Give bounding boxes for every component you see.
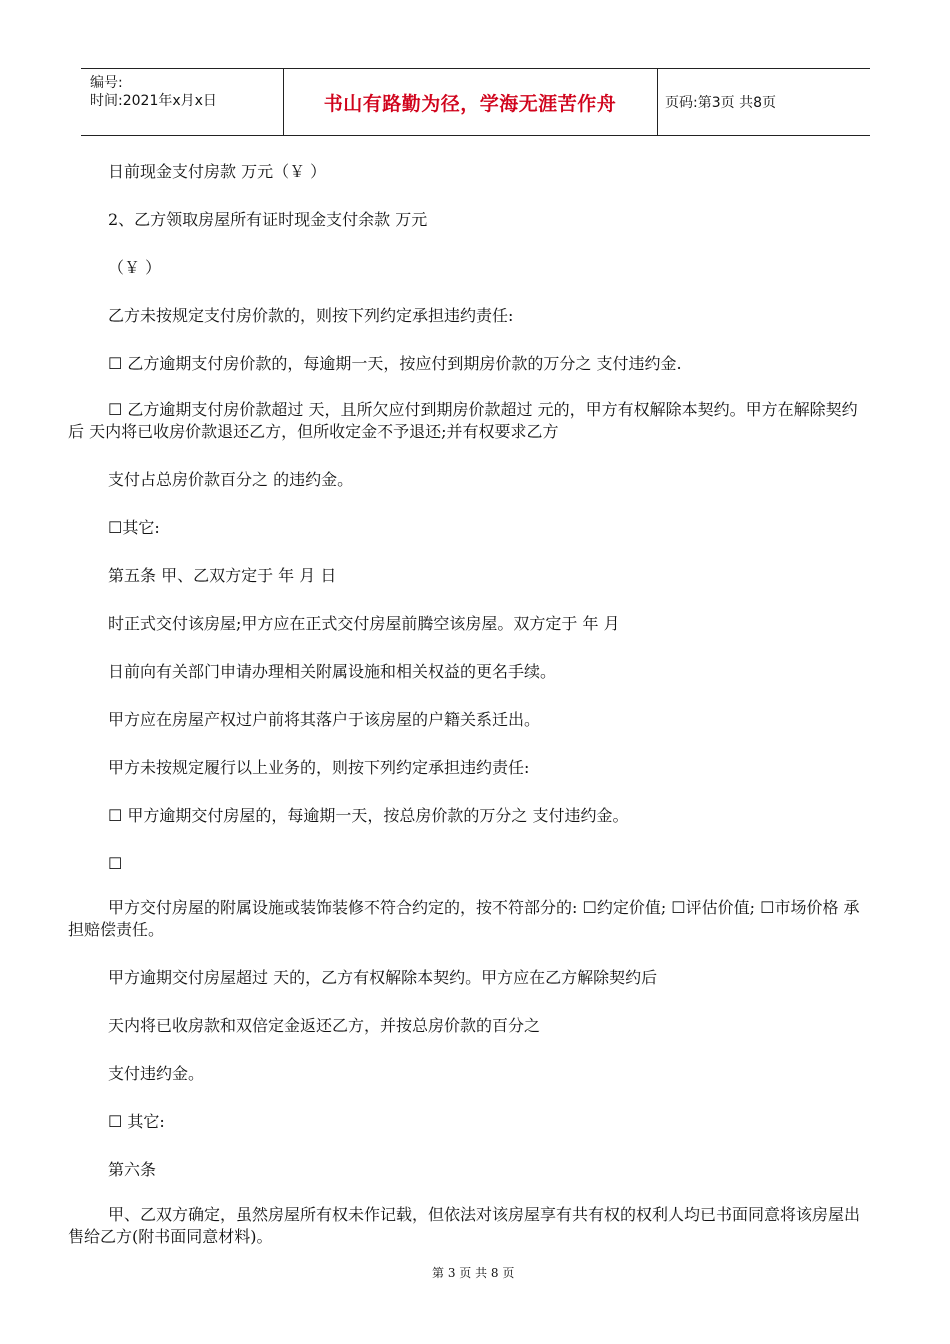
- document-date: 时间:2021年x月x日: [90, 93, 217, 109]
- document-number: 编号:: [90, 75, 123, 91]
- checkbox-line: ☐: [108, 854, 123, 873]
- page-header: [81, 68, 870, 136]
- article-heading: 第五条 甲、乙双方定于 年 月 日: [108, 566, 337, 585]
- body-paragraph: 支付违约金。: [108, 1064, 205, 1083]
- body-paragraph: 时正式交付该房屋;甲方应在正式交付房屋前腾空该房屋。双方定于 年 月: [108, 614, 620, 633]
- header-info-cell: [81, 69, 283, 135]
- page-footer: 第 3 页 共 8 页: [432, 1266, 515, 1280]
- body-paragraph: ☐其它:: [108, 518, 160, 537]
- header-motto: 书山有路勤为径，学海无涯苦作舟: [323, 92, 617, 115]
- body-paragraph: 日前现金支付房款 万元（￥ ）: [108, 162, 327, 181]
- body-paragraph: ☐ 甲方逾期交付房屋的，每逾期一天，按总房价款的万分之 支付违约金。: [108, 806, 629, 825]
- header-page-cell: [658, 69, 870, 135]
- body-paragraph: ☐ 乙方逾期支付房价款的，每逾期一天，按应付到期房价款的万分之 支付违约金.: [108, 354, 682, 373]
- body-paragraph: ☐ 乙方逾期支付房价款超过 天，且所欠应付到期房价款超过 元的，甲方有权解除本契约。甲方在解除契约后 天内将已收房价款退还乙方，但所收定金不予退还;并有权要求乙方: [68, 400, 858, 441]
- body-paragraph: 日前向有关部门申请办理相关附属设施和相关权益的更名手续。: [108, 662, 557, 681]
- body-paragraph: （￥ ）: [108, 258, 162, 277]
- body-paragraph: 2、乙方领取房屋所有证时现金支付余款 万元: [108, 210, 428, 229]
- body-paragraph: 甲方交付房屋的附属设施或装饰装修不符合约定的，按不符部分的: ☐约定价值; ☐评估价值; ☐市场价格 承担赔偿责任。: [68, 898, 860, 939]
- body-paragraph: ☐ 其它:: [108, 1112, 165, 1131]
- article-heading: 第六条: [108, 1160, 157, 1179]
- body-paragraph: 支付占总房价款百分之 的违约金。: [108, 470, 354, 489]
- body-paragraph: 甲、乙双方确定，虽然房屋所有权未作记载，但依法对该房屋享有共有权的权利人均已书面同意将该房屋出售给乙方(附书面同意材料)。: [68, 1205, 861, 1246]
- header-motto-cell: [284, 69, 656, 135]
- body-paragraph: 甲方未按规定履行以上业务的，则按下列约定承担违约责任:: [108, 758, 530, 777]
- body-paragraph: 甲方应在房屋产权过户前将其落户于该房屋的户籍关系迁出。: [108, 710, 541, 729]
- body-paragraph: 乙方未按规定支付房价款的，则按下列约定承担违约责任:: [108, 306, 514, 325]
- header-page-number: 页码:第3页 共8页: [665, 95, 776, 111]
- body-paragraph: 天内将已收房款和双倍定金返还乙方，并按总房价款的百分之: [108, 1016, 541, 1035]
- body-paragraph: 甲方逾期交付房屋超过 天的，乙方有权解除本契约。甲方应在乙方解除契约后: [108, 968, 658, 987]
